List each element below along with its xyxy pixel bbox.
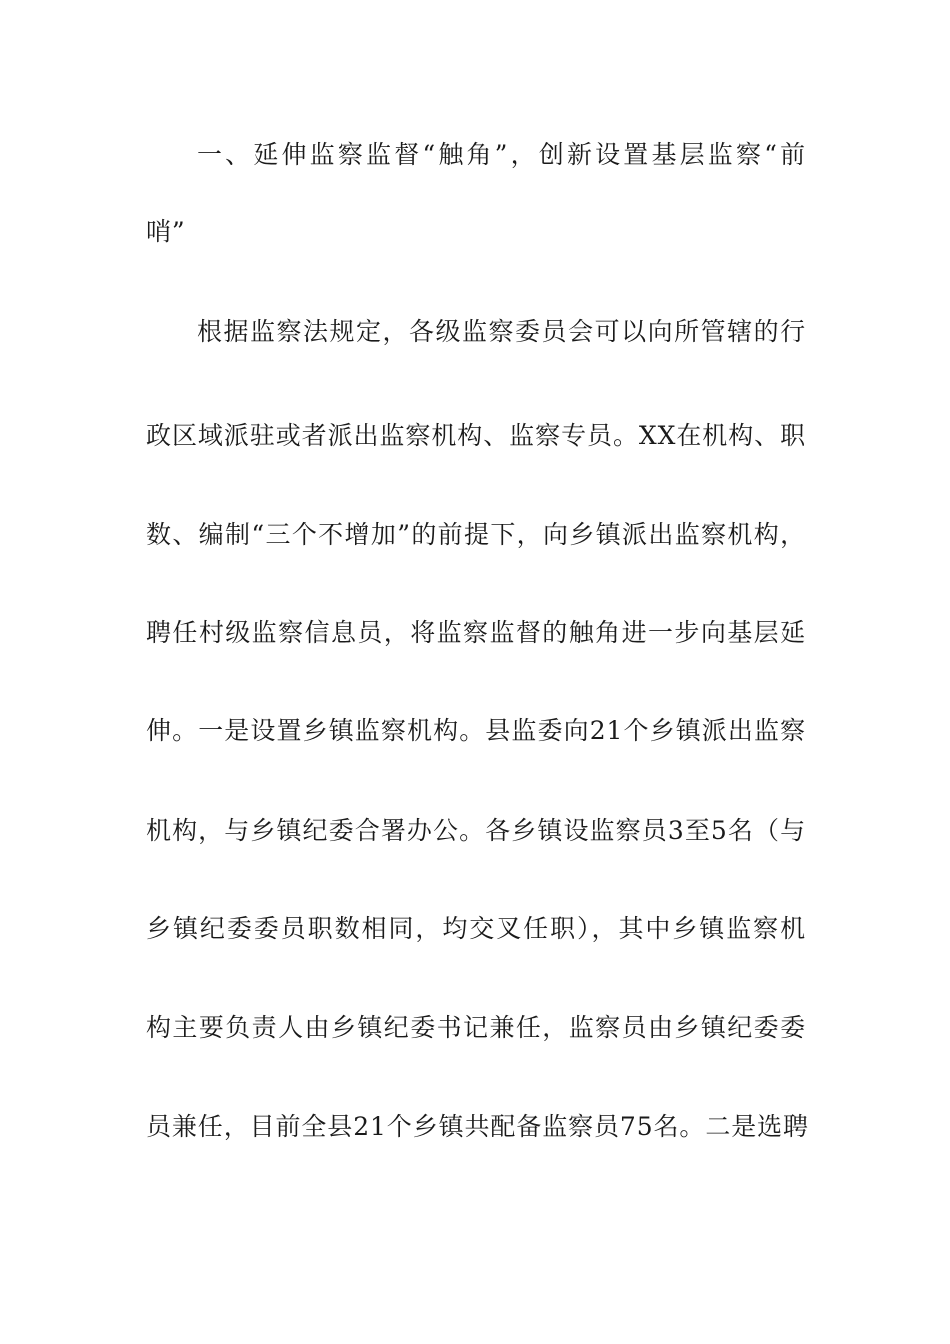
paragraph-line-4: 聘任村级监察信息员，将监察监督的触角进一步向基层延: [146, 618, 806, 647]
paragraph-line-8: 构主要负责人由乡镇纪委书记兼任，监察员由乡镇纪委委: [146, 1013, 806, 1042]
paragraph-line-6: 机构，与乡镇纪委合署办公。各乡镇设监察员3至5名（与: [146, 816, 806, 845]
paragraph-line-2: 政区域派驻或者派出监察机构、监察专员。XX在机构、职: [146, 421, 806, 450]
paragraph-line-3: 数、编制“三个不增加”的前提下，向乡镇派出监察机构，: [146, 520, 806, 549]
section-heading-line-2: 哨”: [146, 217, 186, 246]
paragraph-line-7: 乡镇纪委委员职数相同，均交叉任职），其中乡镇监察机: [146, 914, 806, 943]
paragraph-line-5: 伸。一是设置乡镇监察机构。县监委向21个乡镇派出监察: [146, 716, 806, 745]
paragraph-line-1: 根据监察法规定，各级监察委员会可以向所管辖的行: [197, 317, 806, 346]
paragraph-line-9: 员兼任，目前全县21个乡镇共配备监察员75名。二是选聘: [146, 1112, 809, 1141]
section-heading-line-1: 一、延伸监察监督“触角”，创新设置基层监察“前: [197, 140, 806, 169]
